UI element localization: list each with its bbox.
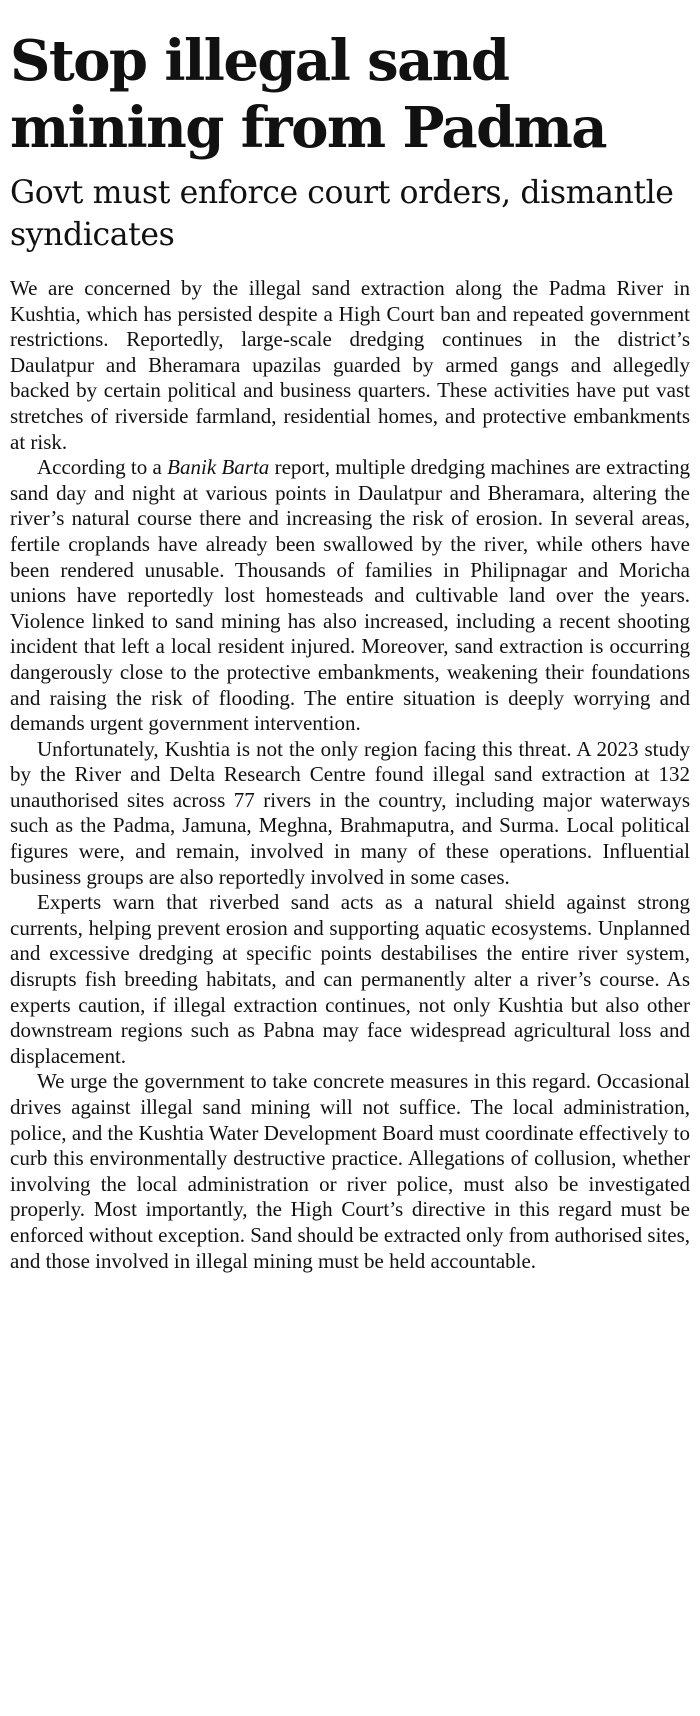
paragraph-4: Experts warn that riverbed sand acts as a natural shield against strong currents, helping prevent erosion and supporting aquatic ecosystems. Unplanned and excessive dredging at specific points destabilises the entire river system, disrupts fish breeding habitats, and can permanently alter a river’s course. As experts caution, if illegal extraction continues, not only Kushtia but also other downstream regions such as Pabna may face widespread agricultural loss and displacement. bbox=[10, 890, 690, 1068]
paragraph-2-rest: report, multiple dredging machines are extracting sand day and night at various points in Daulatpur and Bheramara, altering the river’s natural course there and increasing the risk of erosion. In several areas, fertile croplands have already been swallowed by the river, while others have been rendered unusable. Thousands of families in Philipnagar and Moricha unions have reportedly lost homesteads and cultivable land over the years. Violence linked to sand mining has also increased, including a recent shooting incident that left a local resident injured. Moreover, sand extraction is occurring dangerously close to the protective embankments, weakening their foundations and raising the risk of flooding. The entire situation is deeply worrying and demands urgent government intervention. bbox=[10, 455, 690, 736]
paragraph-5: We urge the government to take concrete measures in this regard. Occasional drives against illegal sand mining will not suffice. The local administration, police, and the Kushtia Water Development Board must coordinate effectively to curb this environmentally destructive practice. Allegations of collusion, whether involving the local administration or river police, must also be investigated properly. Most importantly, the High Court’s directive in this regard must be enforced without exception. Sand should be extracted only from authorised sites, and those involved in illegal mining must be held accountable. bbox=[10, 1069, 690, 1273]
paragraph-1: We are concerned by the illegal sand extraction along the Padma River in Kushtia, which has persisted despite a High Court ban and repeated government restrictions. Reportedly, large-scale dredging continues in the district’s Daulatpur and Bheramara upazilas guarded by armed gangs and allegedly backed by certain political and business quarters. These activities have put vast stretches of riverside farmland, residential homes, and protective embankments at risk. bbox=[10, 276, 690, 454]
paragraph-2-lead: According to a bbox=[37, 455, 168, 480]
headline: Stop illegal sand mining from Padma bbox=[10, 28, 606, 161]
publication-name: Banik Barta bbox=[167, 455, 270, 480]
paragraph-2 bbox=[10, 455, 690, 737]
article-body bbox=[10, 276, 690, 1274]
paragraph-3: Unfortunately, Kushtia is not the only region facing this threat. A 2023 study by the River and Delta Research Centre found illegal sand extraction at 132 unauthorised sites across 77 rivers in the country, including major waterways such as the Padma, Jamuna, Meghna, Brahmaputra, and Surma. Local political figures were, and remain, involved in many of these operations. Influential business groups are also reportedly involved in some cases. bbox=[10, 736, 690, 889]
subheadline: Govt must enforce court orders, dismantle syndicates bbox=[10, 175, 674, 253]
